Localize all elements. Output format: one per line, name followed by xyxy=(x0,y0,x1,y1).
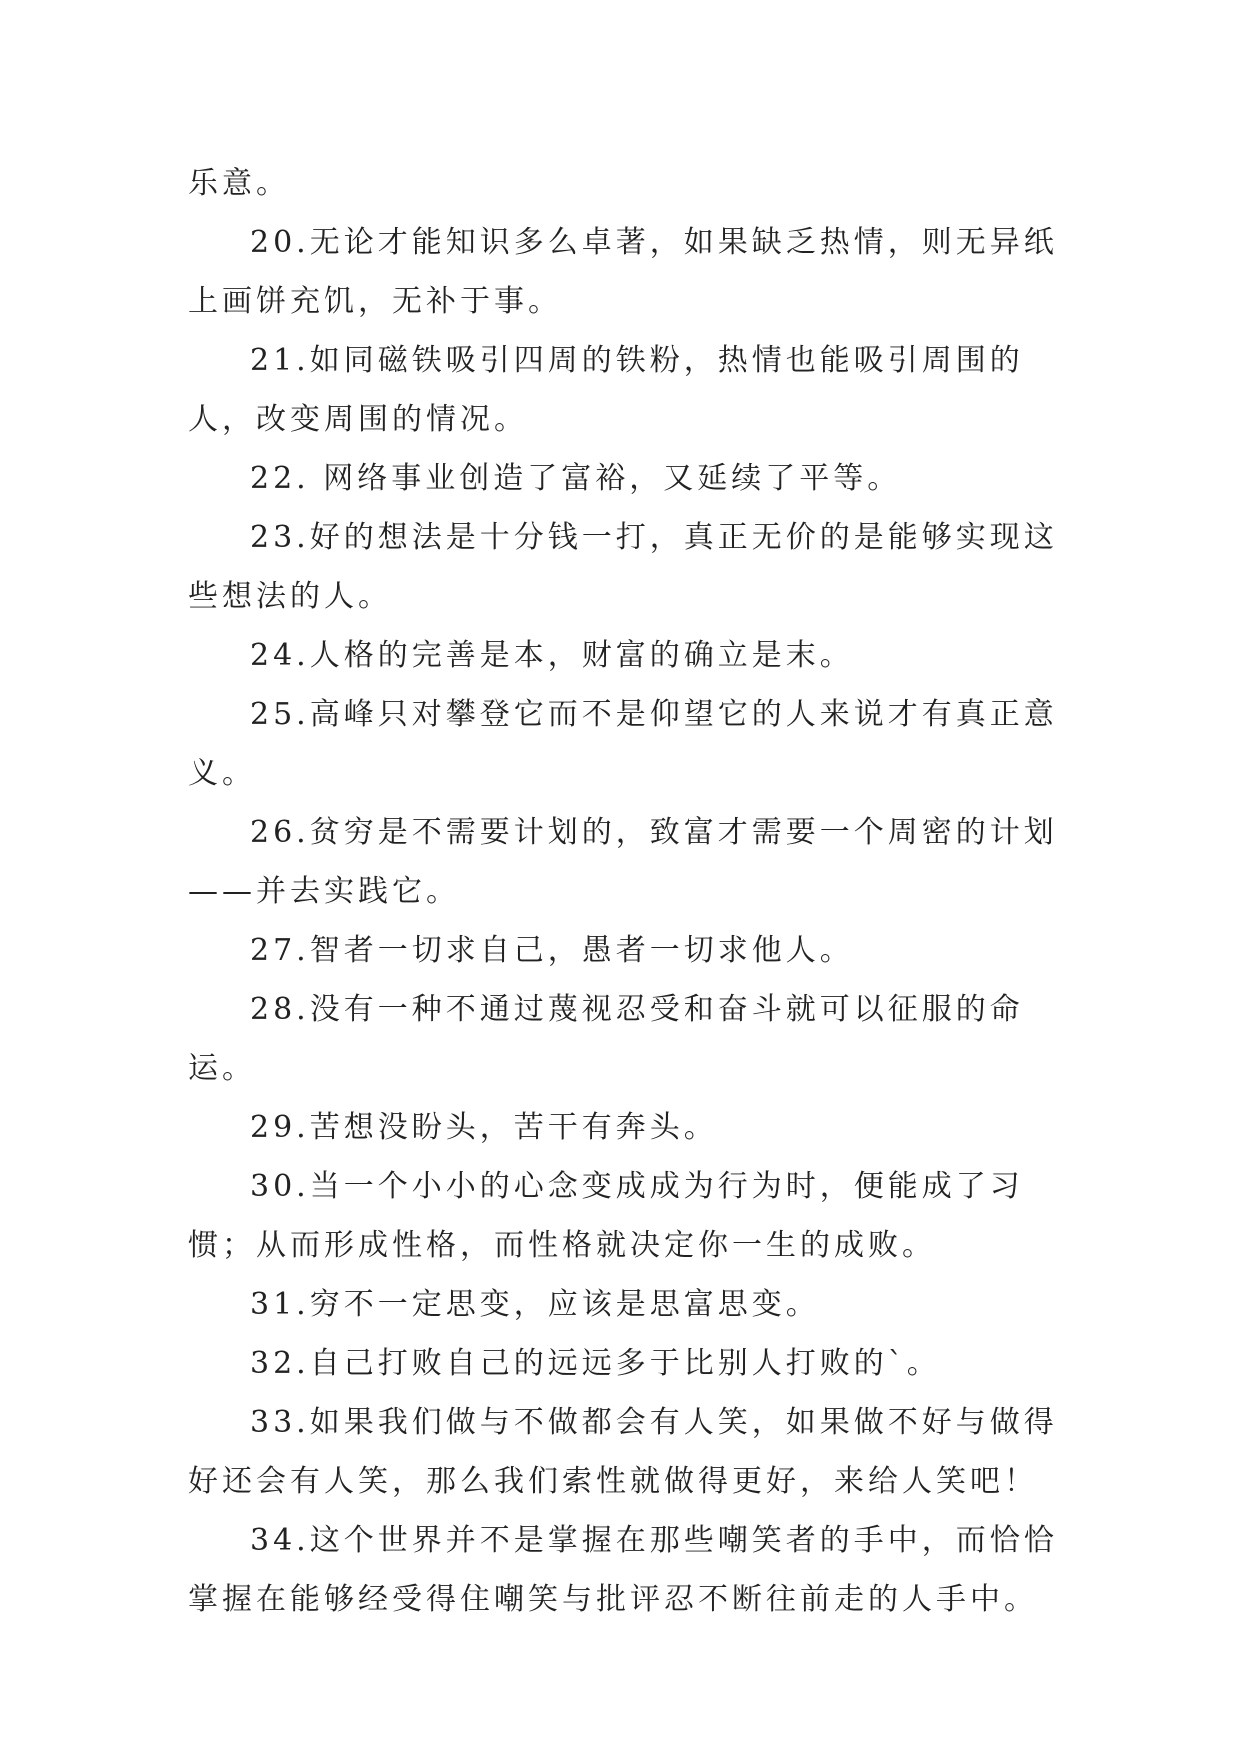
paragraph-34: 34.这个世界并不是掌握在那些嘲笑者的手中，而恰恰掌握在能够经受得住嘲笑与批评忍不断往前走的人手中。 xyxy=(188,1523,1058,1617)
paragraph-31: 31.穷不一定思变，应该是思富思变。 xyxy=(250,1287,820,1322)
paragraph-23: 23.好的想法是十分钱一打，真正无价的是能够实现这些想法的人。 xyxy=(188,520,1058,614)
document-body xyxy=(188,154,1073,1629)
paragraph-24: 24.人格的完善是本，财富的确立是末。 xyxy=(250,638,854,673)
paragraph-20: 20.无论才能知识多么卓著，如果缺乏热情，则无异纸上画饼充饥，无补于事。 xyxy=(188,225,1058,319)
paragraph-22: 22. 网络事业创造了富裕，又延续了平等。 xyxy=(250,461,902,496)
paragraph-26: 26.贫穷是不需要计划的，致富才需要一个周密的计划——并去实践它。 xyxy=(188,815,1058,909)
paragraph-29: 29.苦想没盼头，苦干有奔头。 xyxy=(250,1110,718,1145)
paragraph-33: 33.如果我们做与不做都会有人笑，如果做不好与做得好还会有人笑，那么我们索性就做得更好，来给人笑吧！ xyxy=(188,1405,1058,1499)
paragraph-28: 28.没有一种不通过蔑视忍受和奋斗就可以征服的命运。 xyxy=(188,992,1024,1086)
paragraph-30: 30.当一个小小的心念变成成为行为时，便能成了习惯；从而形成性格，而性格就决定你一生的成败。 xyxy=(188,1169,1024,1263)
paragraph-32: 32.自己打败自己的远远多于比别人打败的`。 xyxy=(250,1346,941,1381)
paragraph-21: 21.如同磁铁吸引四周的铁粉，热情也能吸引周围的人，改变周围的情况。 xyxy=(188,343,1024,437)
paragraph-19-continuation: 乐意。 xyxy=(188,166,290,201)
paragraph-27: 27.智者一切求自己，愚者一切求他人。 xyxy=(250,933,854,968)
paragraph-25: 25.高峰只对攀登它而不是仰望它的人来说才有真正意义。 xyxy=(188,697,1058,791)
